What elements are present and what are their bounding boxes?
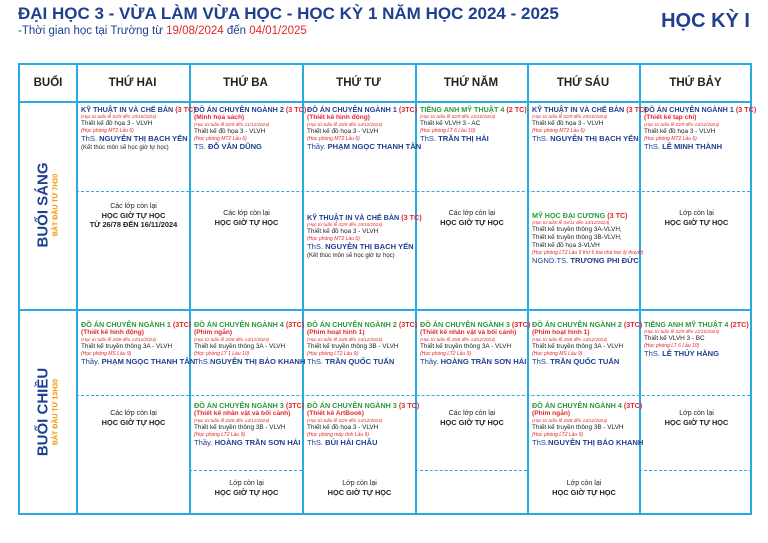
- course-name: ĐỒ ÁN CHUYÊN NGÀNH 4 (3TC): [532, 401, 643, 410]
- course-group: Thiết kế truyền thông 3B - VLVH: [307, 342, 399, 350]
- course-name: TIẾNG ANH MỸ THUẬT 4 (2 TC): [420, 105, 527, 114]
- course-teacher: ThS. BÙI HẢI CHÂU: [307, 438, 378, 447]
- divider: [415, 470, 527, 471]
- free-label: Lớp còn lại: [229, 480, 264, 487]
- course-subtitle: (Phim hoạt hình 1): [532, 329, 590, 336]
- course-group: Thiết kế truyền thông 3B - VLVH: [532, 423, 624, 431]
- course-subtitle: (Phim ngắn): [532, 410, 571, 417]
- course-room: (Học phòng MT2 Lầu 6): [194, 135, 247, 142]
- course-room: (Học phòng MS Lầu 9): [81, 350, 132, 357]
- course-teacher: ThS. TRẦN QUỐC TUẤN: [532, 357, 620, 366]
- course-subtitle: (Phim hoạt hình 1): [307, 329, 365, 336]
- course-room: (Học phòng LT 6 Lầu 10): [420, 127, 476, 134]
- course-room: (Học phòng MS Lầu 9): [532, 350, 583, 357]
- course-group: Thiết kế truyền thông 3A-VLVH,: [532, 225, 622, 233]
- class-card: [529, 399, 644, 479]
- course-group: Thiết kế đồ họa 3 - VLVH: [81, 119, 153, 127]
- class-card: [529, 318, 643, 394]
- course-teacher: Thầy. HOÀNG TRẦN SƠN HẢI: [420, 357, 527, 366]
- course-dates: (Học từ tuần lễ 26/8 đến 14/12/2024): [307, 337, 383, 342]
- free-label: Lớp còn lại: [679, 410, 714, 417]
- class-card: [529, 209, 644, 307]
- course-name: MỸ HỌC ĐẠI CƯƠNG (3 TC): [532, 211, 628, 220]
- course-dates: (Học từ tuần lễ 26/8 đến 14/12/2024): [194, 418, 270, 423]
- course-teacher: ThS. LÊ MINH THÀNH: [644, 142, 723, 151]
- course-teacher: TS. ĐỖ VĂN DŨNG: [194, 142, 262, 151]
- page-title: ĐẠI HỌC 3 - VỪA LÀM VỪA HỌC - HỌC KỲ 1 NĂM HỌC 2024 - 2025: [18, 4, 559, 23]
- course-group: Thiết kế đồ họa 3 - VLVH: [644, 127, 716, 135]
- course-teacher: ThS. TRẦN QUỐC TUẤN: [307, 357, 395, 366]
- course-group: Thiết kế đồ họa 3 - VLVH: [307, 227, 379, 235]
- course-group: Thiết kế đồ họa 3 - VLVH: [307, 423, 379, 431]
- class-card: [191, 399, 305, 469]
- course-room: (Học phòng LT2 Lầu 9): [420, 350, 472, 357]
- course-dates: (Học từ tuần lễ 02/9 đến 19/10/2024): [307, 222, 383, 227]
- class-card: [304, 211, 422, 307]
- col-header-thursday: THỨ NĂM: [443, 77, 499, 89]
- free-label: Các lớp còn lại: [223, 210, 270, 217]
- class-card: [191, 103, 307, 191]
- free-dates: TỪ 26/78 ĐẾN 16/11/2024: [89, 220, 178, 229]
- class-card: [417, 318, 531, 394]
- date-to: 04/01/2025: [249, 25, 307, 37]
- course-room: (Học phòng LT 1 Lầu 10): [194, 350, 250, 357]
- course-name: TIẾNG ANH MỸ THUẬT 4 (2TC): [644, 320, 749, 329]
- course-dates: (Học từ tuần lễ 02/9 đến 14/12/2024): [644, 122, 720, 127]
- free-title: HỌC GIỜ TỰ HỌC: [101, 418, 166, 427]
- class-card: [304, 318, 418, 394]
- col-header-monday: THỨ HAI: [108, 77, 157, 89]
- course-teacher: ThS. LÊ THÚY HẰNG: [644, 349, 719, 358]
- course-group: Thiết kế truyền thông 3B-VLVH,: [532, 233, 622, 241]
- session-afternoon: [20, 309, 76, 515]
- course-group: Thiết kế truyền thông 3A - VLVH: [532, 342, 624, 350]
- course-room: (Học phòng MT2 Lầu 6): [307, 135, 360, 142]
- course-group: Thiết kế truyền thông 3A - VLVH: [420, 342, 512, 350]
- self-study-block: [641, 410, 752, 427]
- class-card: [78, 318, 196, 394]
- course-note: (Kết thúc môn sẽ học giờ tự học): [81, 145, 169, 151]
- free-label: Các lớp còn lại: [110, 203, 157, 210]
- free-label: Lớp còn lại: [679, 210, 714, 217]
- self-study-block: [417, 410, 527, 427]
- course-teacher: Thầy. PHẠM NGỌC THANH TÂN: [81, 357, 196, 366]
- session-time: BẮT ĐẦU TỪ 13H30: [52, 378, 60, 446]
- course-name: ĐỒ ÁN CHUYÊN NGÀNH 3 (3TC): [420, 320, 531, 329]
- course-subtitle: (Minh họa sách): [194, 114, 245, 121]
- divider: [639, 470, 752, 471]
- course-dates: (Học từ tuần lễ 02/9 đến 12/10/2024): [420, 114, 496, 119]
- course-subtitle: (Thiết kế nhân vật và bối cảnh): [194, 410, 291, 417]
- course-dates: (Học từ tuần lễ 26/8 đến 14/12/2024): [81, 337, 157, 342]
- course-room: (Học phòng LT2 Lầu 9 thứ 6 tòa nhà học lý thuyết): [532, 249, 644, 256]
- free-label: Các lớp còn lại: [448, 210, 496, 217]
- free-label: Các lớp còn lại: [448, 410, 496, 417]
- course-subtitle: (Thiết kế hình động): [81, 329, 144, 336]
- course-dates: (Học từ tuần lễ 26/8 đến 14/12/2024): [307, 122, 383, 127]
- free-title: HỌC GIỜ TỰ HỌC: [214, 218, 279, 227]
- course-name: ĐỒ ÁN CHUYÊN NGÀNH 3 (3 TC): [307, 401, 420, 410]
- session-morning: [20, 101, 76, 309]
- course-group: Thiết kế đồ họa 3 - VLVH: [532, 119, 604, 127]
- class-card: [529, 103, 647, 191]
- course-room: (Học phòng LT2 Lầu 9): [532, 431, 584, 438]
- class-card: [304, 103, 422, 191]
- course-dates: (Học từ tuần lễ 02/9 đến 12/10/2024): [644, 329, 720, 334]
- course-room: (Học phòng MT2 Lầu 6): [644, 135, 697, 142]
- divider: [76, 395, 750, 396]
- course-room: (Học phòng máy tính Lầu 9): [307, 431, 369, 438]
- free-title: HỌC GIỜ TỰ HỌC: [664, 418, 729, 427]
- self-study-block: [78, 203, 189, 229]
- course-name: ĐỒ ÁN CHUYÊN NGÀNH 2 (3TC): [307, 320, 418, 329]
- self-study-block: [304, 480, 415, 497]
- course-subtitle: (Thiết kế nhân vật và bối cảnh): [420, 329, 517, 336]
- session-time: BẮT ĐẦU TỪ 7H30: [52, 173, 60, 237]
- free-label: Các lớp còn lại: [110, 410, 157, 417]
- col-header-friday: THỨ SÁU: [556, 77, 610, 89]
- course-dates: (Học từ tuần lễ 02/9 đến 21/12/2024): [194, 122, 270, 127]
- course-dates: (Học từ tuần lễ 02/9 đến 19/10/2024): [81, 114, 157, 119]
- free-label: Lớp còn lại: [342, 480, 377, 487]
- free-title: HỌC GIỜ TỰ HỌC: [214, 488, 279, 497]
- course-dates: (Học từ tuần lễ 04/11 đến 14/12/2024): [532, 220, 610, 225]
- course-name: ĐỒ ÁN CHUYÊN NGÀNH 1 (3TC): [307, 105, 418, 114]
- subtitle-mid: đến: [223, 25, 250, 37]
- free-title: HỌC GIỜ TỰ HỌC: [327, 488, 392, 497]
- course-name: ĐỒ ÁN CHUYÊN NGÀNH 2 (3 TC): [194, 105, 307, 114]
- self-study-block: [641, 210, 752, 227]
- course-group: Thiết kế truyền thông 3A - VLVH: [81, 342, 173, 350]
- date-from: 19/08/2024: [166, 25, 224, 37]
- self-study-block: [191, 480, 302, 497]
- course-name: ĐỒ ÁN CHUYÊN NGÀNH 3 (3TC): [194, 401, 305, 410]
- course-name: KỸ THUẬT IN VÀ CHẾ BẢN (3 TC): [532, 105, 647, 114]
- col-header-saturday: THỨ BẢY: [669, 77, 722, 89]
- course-note: (Kết thúc môn sẽ học giờ tự học): [307, 253, 395, 259]
- course-teacher: ThS. NGUYỄN THỊ BẠCH YẾN: [81, 134, 188, 143]
- course-teacher: Thầy. HOÀNG TRẦN SƠN HẢI: [194, 438, 301, 447]
- course-room: (Học phòng MT2 Lầu 6): [532, 127, 585, 134]
- col-header-wednesday: THỨ TƯ: [336, 77, 381, 89]
- course-name: KỸ THUẬT IN VÀ CHẾ BẢN (3 TC): [81, 105, 196, 114]
- course-teacher: ThS.NGUYỄN THỊ BẢO KHANH: [194, 357, 306, 366]
- self-study-block: [529, 480, 639, 497]
- course-dates: (Học từ tuần lễ 02/9 đến 19/10/2024): [532, 114, 608, 119]
- page-subtitle: [18, 25, 307, 37]
- course-subtitle: (Phim ngắn): [194, 329, 233, 336]
- course-name: KỸ THUẬT IN VÀ CHẾ BẢN (3 TC): [307, 213, 422, 222]
- course-group: Thiết kế truyền thông 3B - VLVH: [194, 423, 286, 431]
- self-study-block: [191, 210, 302, 227]
- divider: [76, 191, 750, 192]
- course-teacher: ThS. NGUYỄN THỊ BẠCH YẾN: [307, 242, 414, 251]
- free-title: HỌC GIỜ TỰ HỌC: [552, 488, 616, 497]
- course-teacher: Thầy. PHẠM NGỌC THANH TÂN: [307, 142, 422, 151]
- class-card: [641, 318, 752, 394]
- class-card: [304, 399, 420, 479]
- course-group: Thiết kế đồ họa 3 - VLVH: [194, 127, 266, 135]
- course-dates: (Học từ tuần lễ 26/8 đến 14/12/2024): [420, 337, 496, 342]
- self-study-block: [78, 410, 189, 427]
- course-teacher: ThS. NGUYỄN THỊ BẠCH YẾN: [532, 134, 639, 143]
- course-room: (Học phòng LT2 Lầu 9): [194, 431, 246, 438]
- course-group: Thiết kế VLVH 3 - BC: [644, 334, 705, 342]
- free-title: HỌC GIỜ TỰ HỌC: [440, 418, 504, 427]
- course-subtitle: (Thiết kế hình động): [307, 114, 370, 121]
- course-teacher: ThS.NGUYỄN THỊ BẢO KHANH: [532, 438, 644, 447]
- course-name: ĐỒ ÁN CHUYÊN NGÀNH 4 (3TC): [194, 320, 305, 329]
- term-label: HỌC KỲ I: [661, 10, 750, 32]
- course-subtitle: (Thiết kế tạp chí): [644, 114, 697, 121]
- class-card: [641, 103, 757, 191]
- class-card: [417, 103, 527, 191]
- course-dates: (Học từ tuần lễ 26/8 đến 14/12/2024): [532, 418, 608, 423]
- class-card: [191, 318, 306, 394]
- course-group: Thiết kế đồ họa 3 - VLVH: [307, 127, 379, 135]
- col-header-session: BUỔI: [33, 77, 63, 89]
- class-card: [78, 103, 196, 191]
- course-group: Thiết kế truyền thông 3A - VLVH: [194, 342, 286, 350]
- course-name: ĐỒ ÁN CHUYÊN NGÀNH 1 (3 TC): [644, 105, 757, 114]
- course-room: (Học phòng LT 6 Lầu 10): [644, 342, 700, 349]
- free-title: HỌC GIỜ TỰ HỌC: [440, 218, 504, 227]
- course-room: (Học phòng MT2 Lầu 6): [81, 127, 134, 134]
- col-header-tuesday: THỨ BA: [223, 77, 268, 89]
- course-group: Thiết kế VLVH 3 - AC: [420, 119, 481, 127]
- self-study-block: [417, 210, 527, 227]
- course-dates: (Học từ tuần lễ 02/9 đến 14/12/2024): [307, 418, 383, 423]
- timetable: [18, 63, 757, 515]
- session-label: BUỔI CHIỀU: [34, 367, 52, 457]
- course-name: ĐỒ ÁN CHUYÊN NGÀNH 2 (3TC): [532, 320, 643, 329]
- course-teacher: ThS. TRẦN THỊ HẢI: [420, 134, 489, 143]
- subtitle-prefix: -Thời gian học tại Trường từ: [18, 25, 167, 37]
- session-label: BUỔI SÁNG: [34, 162, 52, 248]
- free-title: HỌC GIỜ TỰ HỌC: [664, 218, 729, 227]
- free-title: HỌC GIỜ TỰ HỌC: [101, 211, 166, 220]
- course-name: ĐỒ ÁN CHUYÊN NGÀNH 1 (3TC): [81, 320, 192, 329]
- divider: [189, 470, 302, 471]
- course-room: (Học phòng LT2 Lầu 9): [307, 350, 359, 357]
- course-group: Thiết kế đồ họa 3-VLVH: [532, 241, 600, 249]
- free-label: Lớp còn lại: [566, 480, 602, 487]
- course-subtitle: (Thiết kế ArtBook): [307, 410, 364, 417]
- course-teacher: NGND.TS. TRƯƠNG PHI ĐỨC: [532, 256, 639, 265]
- divider: [20, 309, 750, 311]
- course-dates: (Học từ tuần lễ 26/8 đến 14/12/2024): [532, 337, 608, 342]
- course-room: (Học phòng MT2 Lầu 6): [307, 235, 360, 242]
- course-dates: (Học từ tuần lễ 26/8 đến 14/12/2024): [194, 337, 270, 342]
